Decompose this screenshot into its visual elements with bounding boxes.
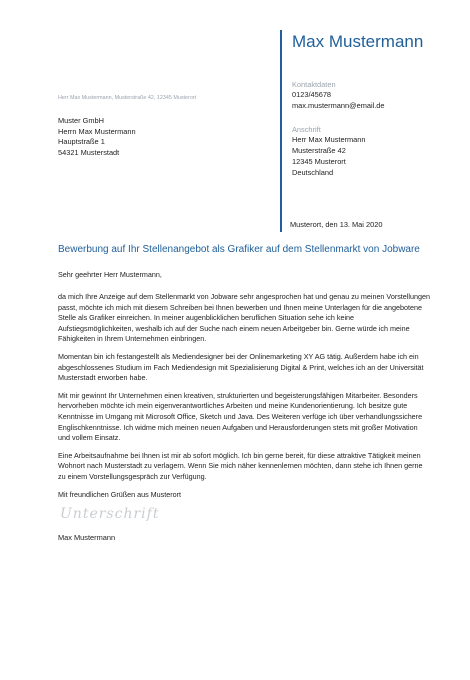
recipient-line: Hauptstraße 1 [58,137,105,146]
applicant-name: Max Mustermann [292,32,424,51]
recipient-line: 54321 Musterstadt [58,147,120,157]
signature-image: Unterschrift [60,506,160,522]
signature-name: Max Mustermann [58,533,116,542]
body-paragraph: Eine Arbeitsaufnahme bei Ihnen ist mir ab sofort möglich. Ich bin gerne bereit, für diese attraktive Tätigkeit meinen Wohnort nach Musterstadt zu verlagern. Wenn Sie mich näher kennenlernen möchten, dann stehe ich Ihnen gerne zu einem Vorstellungsgespräch zur Verfügung. [58,450,423,481]
body-paragraph: Momentan bin ich festangestellt als Mediendesigner bei der Onlinemarketing XY AG tätig. Außerdem habe ich ein abgeschlossenes Studium im Fach Mediendesign mit Spezialisierung Digital & Print, welches ich an der Universität Musterstadt erworben habe. [58,351,424,383]
recipient-address [58,116,136,158]
body-paragraph: da mich Ihre Anzeige auf dem Stellenmarkt von Jobware sehr angesprochen hat und genau zu meinen Vorstellungen passt, möchte ich mich mit diesem Schreiben bei Ihnen bewerben und Ihnen meine Unterlagen für die angebotene Stelle als Grafiker einreichen. In meiner augenblicklichen beruflichen Situation sehe ich keine Aufstiegsmöglichkeiten, weshalb ich auf der Suche nach einem neuen Arbeitgeber bin. Gerne würde ich meine Fähigkeiten in Ihrem Unternehmen einbringen. [58,292,430,344]
closing-line: Mit freundlichen Grüßen aus Musterort [58,489,182,499]
letter-body [58,292,430,507]
address-line: Musterstraße 42 [292,146,346,155]
address-label: Anschrift [292,125,321,134]
salutation: Sehr geehrter Herr Mustermann, [58,270,162,279]
recipient-line: Muster GmbH [58,116,104,125]
recipient-line: Herrn Max Mustermann [58,126,136,136]
address-line: Herr Max Mustermann [292,135,366,144]
contact-phone: 0123/45678 [292,90,332,99]
date-line: Musterort, den 13. Mai 2020 [290,220,383,229]
header-divider-line [280,30,282,232]
address-line: 12345 Musterort [292,157,346,166]
body-paragraph: Mit mir gewinnt Ihr Unternehmen einen kreativen, strukturierten und begeisterungsfähigen Mitarbeiter. Besonders hervorheben möchte ich mein eigenverantwortliches Arbeiten und meine Kundenorientierung. Ich besitze gute Kenntnisse im Umgang mit Microsoft Office, Sketch und Java. Des Weiteren verfüge ich über verhandlungssichere Englischkenntnisse. Ich widme mich meinen neuen Aufgaben und Herausforderungen stets mit großer Motivation und vollem Einsatz. [58,390,423,443]
contact-label: Kontaktdaten [292,80,336,89]
sender-return-line: Herr Max Mustermann, Musterstraße 42, 12345 Musterort [58,95,197,101]
contact-email: max.mustermann@email.de [292,101,385,110]
address-line: Deutschland [292,168,334,177]
letter-subject: Bewerbung auf Ihr Stellenangebot als Grafiker auf dem Stellenmarkt von Jobware [58,244,420,255]
